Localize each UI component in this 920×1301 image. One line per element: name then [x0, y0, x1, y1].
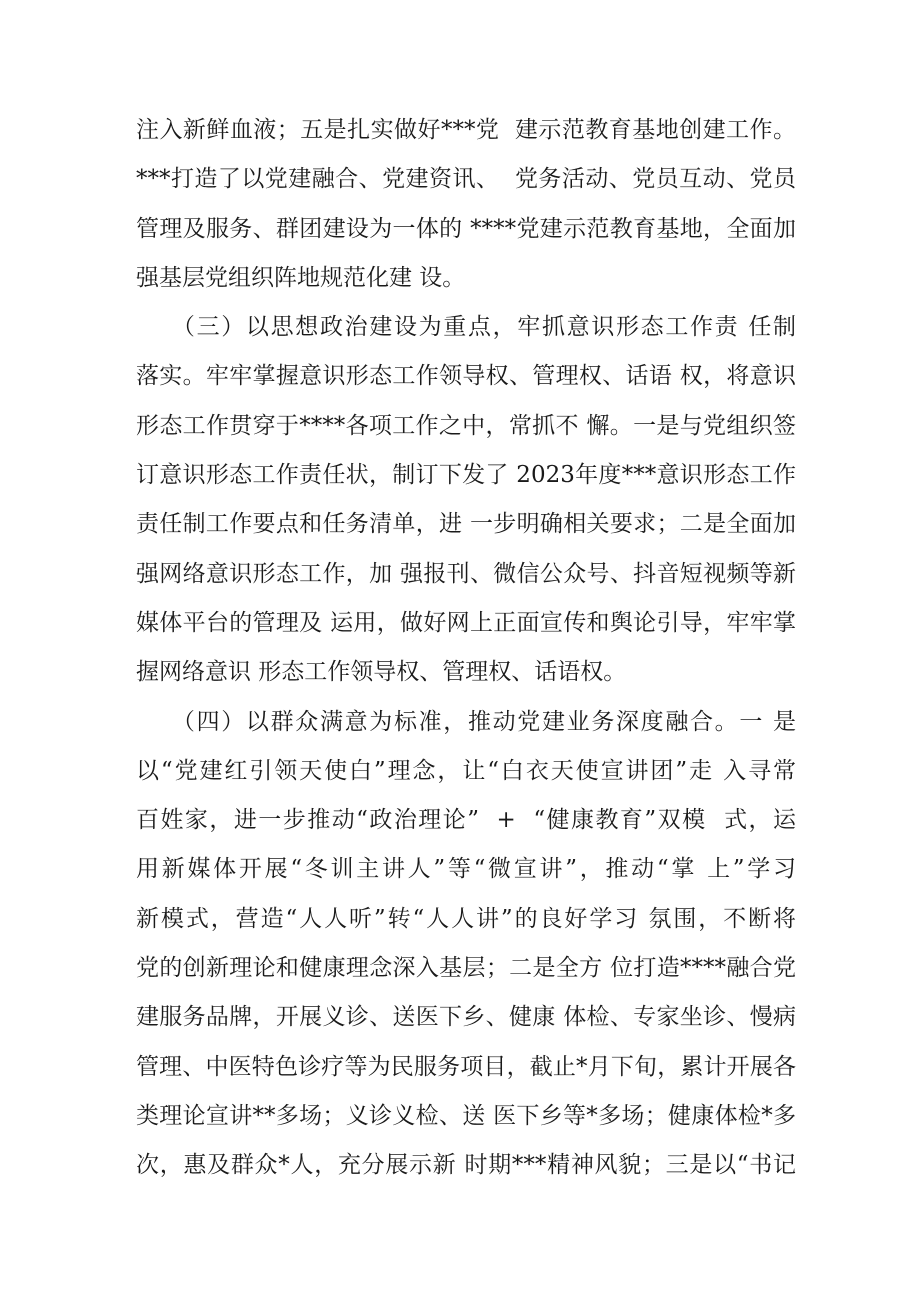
text-line: 握网络意识 形态工作领导权、管理权、话语权。	[136, 659, 627, 686]
text-line: 强基层党组织阵地规范化建 设。	[136, 264, 466, 291]
text-line: 百姓家，进一步推动“政治理论” + “健康教育”双模 式，运	[136, 807, 796, 834]
text-line: 党的创新理论和健康理念深入基层；二是全方 位打造****融合党	[136, 955, 796, 982]
text-line: 责任制工作要点和任务清单，进 一步明确相关要求；二是全面加	[136, 511, 796, 538]
text-line: 次，惠及群众*人，充分展示新 时期***精神风貌；三是以“书记	[136, 1152, 796, 1179]
text-line: 用新媒体开展“冬训主讲人”等“微宣讲”，推动“掌 上”学习	[136, 856, 796, 883]
text-line: 落实。牢牢掌握意识形态工作领导权、管理权、话语 权，将意识	[136, 363, 796, 390]
text-line: （四）以群众满意为标准，推动党建业务深度融合。一 是	[136, 708, 796, 735]
document-body	[136, 106, 796, 1191]
text-line: 注入新鲜血液；五是扎实做好***党 建示范教育基地创建工作。	[136, 117, 796, 143]
text-line: 类理论宣讲**多场；义诊义检、送 医下乡等*多场；健康体检*多	[136, 1102, 796, 1129]
text-line: 以“党建红引领天使白”理念，让“白衣天使宣讲团”走 入寻常	[136, 757, 796, 784]
text-line: 新模式，营造“人人听”转“人人讲”的良好学习 氛围，不断将	[136, 905, 796, 932]
text-line: ***打造了以党建融合、党建资讯、 党务活动、党员互动、党员	[136, 166, 796, 193]
text-line: 形态工作贯穿于****各项工作之中，常抓不 懈。一是与党组织签	[136, 412, 796, 439]
text-line: （三）以思想政治建设为重点，牢抓意识形态工作责 任制	[136, 314, 796, 341]
text-line: 订意识形态工作责任状，制订下发了 2023年度***意识形态工作	[136, 462, 796, 489]
text-line: 管理及服务、群团建设为一体的 ****党建示范教育基地，全面加	[136, 215, 796, 242]
text-line: 建服务品牌，开展义诊、送医下乡、健康 体检、专家坐诊、慢病	[136, 1004, 796, 1031]
text-line: 强网络意识形态工作，加 强报刊、微信公众号、抖音短视频等新	[136, 560, 796, 587]
text-line: 媒体平台的管理及 运用，做好网上正面宣传和舆论引导，牢牢掌	[136, 609, 796, 636]
text-line: 管理、中医特色诊疗等为民服务项目，截止*月下旬，累计开展各	[136, 1053, 796, 1080]
